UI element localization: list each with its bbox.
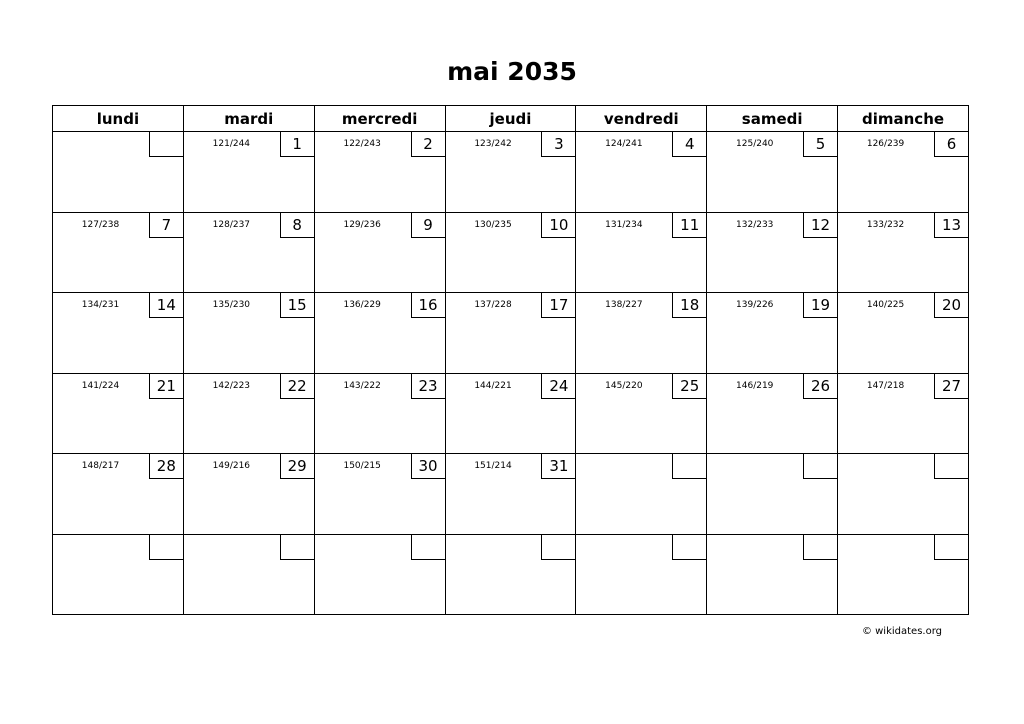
day-cell: [314, 373, 445, 454]
day-cell: [445, 293, 576, 374]
day-cell-content: [315, 132, 445, 212]
day-number: [149, 132, 183, 157]
day-cell-content: [576, 132, 706, 212]
day-cell: [838, 212, 969, 293]
weekday-header: lundi: [53, 106, 184, 132]
day-number: 27: [934, 374, 968, 399]
weekday-header: mercredi: [314, 106, 445, 132]
day-cell: [838, 373, 969, 454]
day-cell: [838, 454, 969, 535]
day-cell: [576, 293, 707, 374]
day-cell: [707, 212, 838, 293]
day-cell: [183, 534, 314, 615]
day-cell-content: [446, 293, 576, 373]
day-of-year-count: 128/237: [212, 219, 251, 230]
day-of-year-count: 124/241: [605, 139, 643, 149]
day-cell-content: [315, 535, 445, 615]
day-of-year-count: 135/230: [212, 300, 251, 310]
weekday-header-row: [53, 106, 969, 132]
day-number: 13: [934, 213, 968, 238]
day-cell-content: [707, 374, 837, 454]
day-cell: [314, 454, 445, 535]
day-number: 30: [411, 454, 445, 479]
day-number: 14: [149, 293, 183, 318]
day-of-year-count: 145/220: [605, 380, 643, 391]
day-of-year-count: 148/217: [81, 461, 120, 471]
day-cell-content: [184, 213, 314, 293]
day-number: [149, 535, 183, 560]
day-cell: [576, 132, 707, 213]
day-cell-content: [838, 132, 968, 212]
day-of-year-count: 131/234: [605, 219, 643, 230]
week-row: [53, 132, 969, 213]
day-cell-content: [315, 213, 445, 293]
day-cell: [576, 454, 707, 535]
day-of-year-count: 136/229: [343, 300, 381, 310]
day-number: 25: [672, 374, 706, 399]
weekday-header: dimanche: [838, 106, 969, 132]
day-cell-content: [53, 454, 183, 534]
day-cell: [445, 132, 576, 213]
day-of-year-count: 147/218: [866, 380, 905, 391]
day-cell-content: [838, 293, 968, 373]
day-number: [934, 454, 968, 479]
day-of-year-count: 143/222: [343, 380, 381, 391]
day-number: [672, 454, 706, 479]
day-number: 4: [672, 132, 706, 157]
day-cell-content: [576, 374, 706, 454]
day-cell: [314, 212, 445, 293]
day-cell: [445, 534, 576, 615]
day-number: 23: [411, 374, 445, 399]
day-cell: [183, 293, 314, 374]
weekday-header: vendredi: [576, 106, 707, 132]
day-cell-content: [184, 535, 314, 615]
day-cell: [314, 293, 445, 374]
day-cell-content: [53, 374, 183, 454]
weekday-header: mardi: [183, 106, 314, 132]
day-number: 17: [541, 293, 575, 318]
weekday-header: jeudi: [445, 106, 576, 132]
day-cell-content: [838, 374, 968, 454]
day-cell-content: [576, 535, 706, 615]
day-cell-content: [53, 535, 183, 615]
day-cell-content: [184, 374, 314, 454]
day-of-year-count: 123/242: [474, 139, 512, 149]
day-cell-content: [707, 293, 837, 373]
week-row: [53, 534, 969, 615]
day-of-year-count: 140/225: [866, 300, 905, 310]
day-cell: [183, 212, 314, 293]
day-of-year-count: 142/223: [212, 380, 251, 391]
day-cell-content: [184, 132, 314, 212]
day-cell: [53, 454, 184, 535]
day-number: 31: [541, 454, 575, 479]
day-cell: [445, 454, 576, 535]
day-number: 18: [672, 293, 706, 318]
day-cell-content: [315, 293, 445, 373]
weekday-header: samedi: [707, 106, 838, 132]
day-cell: [183, 132, 314, 213]
day-number: 9: [411, 213, 445, 238]
day-number: 15: [280, 293, 314, 318]
day-number: [934, 535, 968, 560]
day-number: 28: [149, 454, 183, 479]
day-cell-content: [184, 293, 314, 373]
day-of-year-count: 150/215: [343, 461, 381, 471]
day-number: 1: [280, 132, 314, 157]
day-cell: [53, 293, 184, 374]
day-cell: [576, 212, 707, 293]
day-cell-content: [707, 132, 837, 212]
week-row: [53, 454, 969, 535]
calendar-title: mai 2035: [447, 57, 577, 86]
day-cell-content: [446, 454, 576, 534]
day-number: 11: [672, 213, 706, 238]
day-cell: [314, 534, 445, 615]
day-of-year-count: 127/238: [81, 219, 120, 230]
day-cell-content: [446, 374, 576, 454]
day-number: 22: [280, 374, 314, 399]
day-of-year-count: 121/244: [212, 139, 251, 149]
day-cell: [445, 212, 576, 293]
day-cell-content: [53, 132, 183, 212]
day-number: [280, 535, 314, 560]
day-number: 16: [411, 293, 445, 318]
day-cell: [576, 534, 707, 615]
day-cell: [53, 212, 184, 293]
day-of-year-count: 129/236: [343, 219, 381, 230]
day-cell-content: [446, 213, 576, 293]
day-of-year-count: 146/219: [736, 380, 774, 391]
day-of-year-count: 130/235: [474, 219, 512, 230]
day-cell-content: [184, 454, 314, 534]
day-cell: [838, 132, 969, 213]
day-cell-content: [576, 293, 706, 373]
day-cell: [838, 534, 969, 615]
calendar-grid: [52, 105, 969, 615]
day-of-year-count: 132/233: [736, 219, 774, 230]
day-number: 3: [541, 132, 575, 157]
day-cell-content: [576, 454, 706, 534]
day-cell: [707, 293, 838, 374]
week-row: [53, 293, 969, 374]
day-number: 7: [149, 213, 183, 238]
day-cell-content: [53, 213, 183, 293]
day-cell-content: [838, 454, 968, 534]
day-cell: [838, 293, 969, 374]
day-of-year-count: 151/214: [474, 461, 512, 471]
day-of-year-count: 138/227: [605, 300, 643, 310]
day-of-year-count: 125/240: [736, 139, 774, 149]
day-of-year-count: 133/232: [866, 219, 905, 230]
day-of-year-count: 141/224: [81, 380, 120, 391]
day-number: 5: [803, 132, 837, 157]
day-number: 12: [803, 213, 837, 238]
day-cell: [183, 373, 314, 454]
day-number: 6: [934, 132, 968, 157]
day-of-year-count: 139/226: [736, 300, 774, 310]
day-number: [411, 535, 445, 560]
day-cell: [707, 454, 838, 535]
day-cell: [314, 132, 445, 213]
day-cell-content: [446, 132, 576, 212]
day-number: 8: [280, 213, 314, 238]
day-cell-content: [315, 454, 445, 534]
day-cell-content: [315, 374, 445, 454]
day-of-year-count: 137/228: [474, 300, 512, 310]
day-number: [803, 535, 837, 560]
day-cell-content: [838, 535, 968, 615]
day-cell: [445, 373, 576, 454]
day-cell-content: [576, 213, 706, 293]
day-cell: [576, 373, 707, 454]
day-number: [672, 535, 706, 560]
day-number: 24: [541, 374, 575, 399]
day-number: [541, 535, 575, 560]
day-number: 20: [934, 293, 968, 318]
day-number: 26: [803, 374, 837, 399]
day-cell: [183, 454, 314, 535]
day-cell-content: [446, 535, 576, 615]
day-cell-content: [838, 213, 968, 293]
day-number: 21: [149, 374, 183, 399]
week-row: [53, 212, 969, 293]
day-cell-content: [53, 293, 183, 373]
day-number: 19: [803, 293, 837, 318]
day-cell: [707, 132, 838, 213]
day-cell: [53, 534, 184, 615]
day-of-year-count: 122/243: [343, 139, 381, 149]
copyright-notice: © wikidates.org: [861, 626, 942, 637]
day-of-year-count: 134/231: [81, 300, 120, 310]
week-row: [53, 373, 969, 454]
day-of-year-count: 149/216: [212, 461, 251, 471]
day-cell: [53, 373, 184, 454]
day-of-year-count: 126/239: [866, 139, 905, 149]
day-number: 29: [280, 454, 314, 479]
day-cell: [707, 534, 838, 615]
day-cell: [53, 132, 184, 213]
day-number: [803, 454, 837, 479]
day-cell-content: [707, 535, 837, 615]
day-number: 2: [411, 132, 445, 157]
day-cell-content: [707, 454, 837, 534]
day-cell: [707, 373, 838, 454]
day-number: 10: [541, 213, 575, 238]
day-cell-content: [707, 213, 837, 293]
day-of-year-count: 144/221: [474, 380, 512, 391]
